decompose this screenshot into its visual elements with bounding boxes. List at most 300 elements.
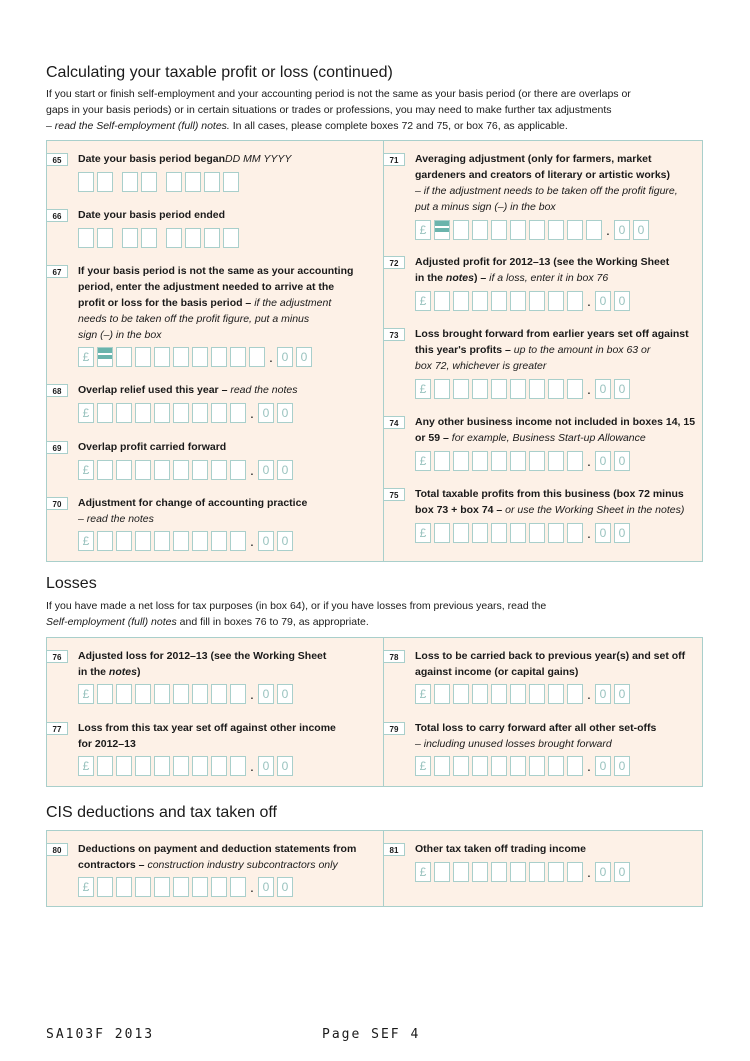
label-text: If your basis period is not the same as your accounting xyxy=(78,265,354,277)
digit-cell[interactable] xyxy=(548,451,564,471)
digit-cell[interactable] xyxy=(472,220,488,240)
decimal-point: · xyxy=(249,408,255,424)
digit-cell[interactable] xyxy=(192,756,208,776)
digit-cell[interactable] xyxy=(230,877,246,897)
box-label xyxy=(415,151,711,215)
label-text: needs to be taken off the profit figure, put a minus xyxy=(78,313,310,325)
date-digit-cell[interactable] xyxy=(204,172,220,192)
box-number: 67 xyxy=(46,265,68,278)
label-text: period, enter the adjustment needed to arrive at the xyxy=(78,281,335,293)
amount-field[interactable] xyxy=(78,756,296,776)
digit-cell[interactable] xyxy=(567,756,583,776)
amount-field[interactable] xyxy=(78,531,296,551)
pence-cell[interactable]: 0 xyxy=(614,523,630,543)
decimal-point: · xyxy=(586,456,592,472)
digit-cell[interactable] xyxy=(154,460,170,480)
label-text: Loss to be carried back to previous year(s) and set off xyxy=(415,650,686,662)
decimal-point: · xyxy=(249,761,255,777)
digit-cell[interactable] xyxy=(154,684,170,704)
date-digit-cell[interactable] xyxy=(223,172,239,192)
digit-cell[interactable] xyxy=(173,347,189,367)
digit-cell[interactable] xyxy=(116,347,132,367)
digit-cell[interactable] xyxy=(135,756,151,776)
digit-cell[interactable] xyxy=(567,523,583,543)
date-digit-cell[interactable] xyxy=(122,228,138,248)
digit-cell[interactable] xyxy=(97,684,113,704)
intro-line: In all cases, please complete boxes 72 and 75, or box 76, as applicable. xyxy=(229,120,568,132)
label-text: Total loss to carry forward after all other set-offs xyxy=(415,722,657,734)
digit-cell[interactable] xyxy=(173,531,189,551)
box-number: 66 xyxy=(46,209,68,222)
pence-cell[interactable]: 0 xyxy=(277,531,293,551)
digit-cell[interactable] xyxy=(548,523,564,543)
box-number: 78 xyxy=(383,650,405,663)
digit-cell[interactable] xyxy=(97,531,113,551)
digit-cell[interactable] xyxy=(548,684,564,704)
digit-cell[interactable] xyxy=(434,451,450,471)
date-digit-cell[interactable] xyxy=(141,172,157,192)
amount-field[interactable] xyxy=(415,756,633,776)
section-title-cis: CIS deductions and tax taken off xyxy=(46,804,277,821)
digit-cell[interactable] xyxy=(211,531,227,551)
label-text: contractors – xyxy=(78,859,145,871)
digit-cell[interactable] xyxy=(154,531,170,551)
digit-cell[interactable] xyxy=(230,756,246,776)
currency-cell: £ xyxy=(415,684,431,704)
digit-cell[interactable] xyxy=(173,756,189,776)
pence-cell[interactable]: 0 xyxy=(258,756,274,776)
date-digit-cell[interactable] xyxy=(97,172,113,192)
digit-cell[interactable] xyxy=(529,379,545,399)
digit-cell[interactable] xyxy=(472,862,488,882)
label-text: this year's profits – xyxy=(415,344,511,356)
digit-cell[interactable] xyxy=(230,403,246,423)
digit-cell[interactable] xyxy=(548,291,564,311)
digit-cell[interactable] xyxy=(97,403,113,423)
pence-cell[interactable]: 0 xyxy=(614,862,630,882)
digit-cell[interactable] xyxy=(472,756,488,776)
digit-cell[interactable] xyxy=(154,347,170,367)
digit-cell[interactable] xyxy=(491,291,507,311)
pence-cell[interactable]: 0 xyxy=(296,347,312,367)
currency-cell: £ xyxy=(78,877,94,897)
amount-field[interactable] xyxy=(415,523,633,543)
label-text: against income (or capital gains) xyxy=(415,666,579,678)
label-text: Any other business income not included in boxes 14, 15 xyxy=(415,416,696,428)
digit-cell[interactable] xyxy=(135,460,151,480)
digit-cell[interactable] xyxy=(453,291,469,311)
amount-field[interactable] xyxy=(78,877,296,897)
digit-cell[interactable] xyxy=(211,403,227,423)
label-text: Total taxable profits from this business (box 72 minus xyxy=(415,488,684,500)
label-text: read the notes xyxy=(227,384,298,396)
label-text: Loss brought forward from earlier years set off against xyxy=(415,328,689,340)
section-title-losses: Losses xyxy=(46,575,97,592)
pence-cell[interactable]: 0 xyxy=(277,403,293,423)
section-title-taxable-profit: Calculating your taxable profit or loss (continued) xyxy=(46,64,393,81)
digit-cell[interactable] xyxy=(586,220,602,240)
box-number: 81 xyxy=(383,843,405,856)
amount-field[interactable] xyxy=(78,347,315,367)
label-text: – if the adjustment needs to be taken off the profit figure, xyxy=(415,185,678,197)
digit-cell[interactable] xyxy=(116,877,132,897)
digit-cell[interactable] xyxy=(510,684,526,704)
digit-cell[interactable] xyxy=(491,451,507,471)
label-text: Overlap profit carried forward xyxy=(78,441,227,453)
box-number: 75 xyxy=(383,488,405,501)
digit-cell[interactable] xyxy=(472,523,488,543)
label-text: Deductions on payment and deduction statements from xyxy=(78,843,357,855)
digit-cell[interactable] xyxy=(510,220,526,240)
date-digit-cell[interactable] xyxy=(185,172,201,192)
digit-cell[interactable] xyxy=(434,756,450,776)
box-number: 68 xyxy=(46,384,68,397)
pence-cell[interactable]: 0 xyxy=(614,451,630,471)
pence-cell[interactable]: 0 xyxy=(595,523,611,543)
pence-cell[interactable]: 0 xyxy=(277,756,293,776)
digit-cell[interactable] xyxy=(230,347,246,367)
digit-cell[interactable] xyxy=(434,684,450,704)
box-label xyxy=(415,486,711,518)
pence-cell[interactable]: 0 xyxy=(595,379,611,399)
digit-cell[interactable] xyxy=(249,347,265,367)
digit-cell[interactable] xyxy=(192,877,208,897)
currency-cell: £ xyxy=(78,531,94,551)
digit-cell[interactable] xyxy=(434,523,450,543)
box-label xyxy=(78,495,374,527)
pence-cell[interactable]: 0 xyxy=(595,756,611,776)
amount-field[interactable] xyxy=(415,451,633,471)
intro-line: and fill in boxes 76 to 79, as appropriate. xyxy=(176,616,369,628)
digit-cell[interactable] xyxy=(529,451,545,471)
digit-cell[interactable] xyxy=(548,862,564,882)
label-text: profit or loss for the basis period – xyxy=(78,297,252,309)
decimal-point: · xyxy=(249,465,255,481)
currency-cell: £ xyxy=(78,347,94,367)
digit-cell[interactable] xyxy=(135,531,151,551)
pence-cell[interactable]: 0 xyxy=(595,451,611,471)
digit-cell[interactable] xyxy=(211,347,227,367)
digit-cell[interactable] xyxy=(173,403,189,423)
digit-cell[interactable] xyxy=(472,379,488,399)
digit-cell[interactable] xyxy=(192,403,208,423)
digit-cell[interactable] xyxy=(567,291,583,311)
label-text: notes xyxy=(108,666,137,678)
digit-cell[interactable] xyxy=(173,877,189,897)
box-number: 79 xyxy=(383,722,405,735)
digit-cell[interactable] xyxy=(491,756,507,776)
digit-cell[interactable] xyxy=(453,684,469,704)
label-text: notes xyxy=(445,272,474,284)
label-text: Loss from this tax year set off against other income xyxy=(78,722,336,734)
date-digit-cell[interactable] xyxy=(97,228,113,248)
amount-field[interactable] xyxy=(415,220,652,240)
label-text: – including unused losses brought forward xyxy=(415,738,612,750)
digit-cell[interactable] xyxy=(548,756,564,776)
date-digit-cell[interactable] xyxy=(166,172,182,192)
digit-cell[interactable] xyxy=(211,877,227,897)
box-label xyxy=(415,720,711,752)
digit-cell[interactable] xyxy=(491,523,507,543)
pence-cell[interactable]: 0 xyxy=(614,291,630,311)
digit-cell[interactable] xyxy=(510,379,526,399)
date-digit-cell[interactable] xyxy=(185,228,201,248)
pence-cell[interactable]: 0 xyxy=(595,291,611,311)
digit-cell[interactable] xyxy=(97,877,113,897)
pence-cell[interactable]: 0 xyxy=(258,684,274,704)
page-number: Page SEF 4 xyxy=(322,1027,421,1042)
decimal-point: · xyxy=(586,384,592,400)
digit-cell[interactable] xyxy=(472,291,488,311)
currency-cell: £ xyxy=(415,756,431,776)
minus-sign-cell[interactable] xyxy=(97,347,113,367)
label-text: – read the notes xyxy=(78,513,154,525)
form-id: SA103F 2013 xyxy=(46,1027,155,1042)
label-text: box 72, whichever is greater xyxy=(415,360,547,372)
digit-cell[interactable] xyxy=(116,531,132,551)
digit-cell[interactable] xyxy=(173,684,189,704)
digit-cell[interactable] xyxy=(192,531,208,551)
date-digit-cell[interactable] xyxy=(223,228,239,248)
decimal-point: · xyxy=(268,352,274,368)
digit-cell[interactable] xyxy=(453,756,469,776)
digit-cell[interactable] xyxy=(529,684,545,704)
digit-cell[interactable] xyxy=(135,403,151,423)
pence-cell[interactable]: 0 xyxy=(614,756,630,776)
label-text: in the xyxy=(78,666,109,678)
label-text: for example, Business Start-up Allowance xyxy=(448,432,646,444)
digit-cell[interactable] xyxy=(116,403,132,423)
amount-field[interactable] xyxy=(415,379,633,399)
box-number: 65 xyxy=(46,153,68,166)
digit-cell[interactable] xyxy=(529,862,545,882)
digit-cell[interactable] xyxy=(173,460,189,480)
digit-cell[interactable] xyxy=(97,756,113,776)
digit-cell[interactable] xyxy=(567,862,583,882)
label-text: or use the Working Sheet in the notes) xyxy=(502,504,685,516)
currency-cell: £ xyxy=(78,684,94,704)
label-text: or 59 – xyxy=(415,432,449,444)
currency-cell: £ xyxy=(415,379,431,399)
label-text: for 2012–13 xyxy=(78,738,136,750)
digit-cell[interactable] xyxy=(230,460,246,480)
digit-cell[interactable] xyxy=(135,684,151,704)
digit-cell[interactable] xyxy=(567,451,583,471)
pence-cell[interactable]: 0 xyxy=(595,862,611,882)
digit-cell[interactable] xyxy=(529,523,545,543)
digit-cell[interactable] xyxy=(472,451,488,471)
decimal-point: · xyxy=(249,882,255,898)
decimal-point: · xyxy=(249,689,255,705)
digit-cell[interactable] xyxy=(116,684,132,704)
date-digit-cell[interactable] xyxy=(78,172,94,192)
box-label xyxy=(78,841,374,873)
digit-cell[interactable] xyxy=(529,756,545,776)
pence-cell[interactable]: 0 xyxy=(614,379,630,399)
digit-cell[interactable] xyxy=(472,684,488,704)
decimal-point: · xyxy=(249,536,255,552)
digit-cell[interactable] xyxy=(453,451,469,471)
currency-cell: £ xyxy=(78,756,94,776)
label-text: ) xyxy=(136,666,141,678)
pence-cell[interactable]: 0 xyxy=(277,877,293,897)
digit-cell[interactable] xyxy=(230,531,246,551)
digit-cell[interactable] xyxy=(154,877,170,897)
pence-cell[interactable]: 0 xyxy=(258,531,274,551)
date-digit-cell[interactable] xyxy=(122,172,138,192)
digit-cell[interactable] xyxy=(453,523,469,543)
box-label xyxy=(415,254,711,286)
currency-cell: £ xyxy=(415,291,431,311)
label-text: sign (–) in the box xyxy=(78,329,162,341)
date-digit-cell[interactable] xyxy=(141,228,157,248)
box-label xyxy=(78,382,374,398)
amount-field[interactable] xyxy=(78,460,296,480)
digit-cell[interactable] xyxy=(116,756,132,776)
box-label xyxy=(78,720,374,752)
digit-cell[interactable] xyxy=(211,756,227,776)
digit-cell[interactable] xyxy=(116,460,132,480)
digit-cell[interactable] xyxy=(97,460,113,480)
digit-cell[interactable] xyxy=(567,220,583,240)
decimal-point: · xyxy=(605,225,611,241)
pence-cell[interactable]: 0 xyxy=(614,220,630,240)
label-text: gardeners and creators of literary or artistic works) xyxy=(415,169,671,181)
digit-cell[interactable] xyxy=(434,862,450,882)
box-label xyxy=(78,648,374,680)
label-text: Date your basis period ended xyxy=(78,209,226,221)
intro-line: Self-employment (full) notes xyxy=(46,616,177,628)
label-text: Adjusted loss for 2012–13 (see the Working Sheet xyxy=(78,650,327,662)
digit-cell[interactable] xyxy=(434,379,450,399)
decimal-point: · xyxy=(586,296,592,312)
box-label xyxy=(78,207,374,223)
digit-cell[interactable] xyxy=(510,291,526,311)
currency-cell: £ xyxy=(415,862,431,882)
digit-cell[interactable] xyxy=(510,756,526,776)
digit-cell[interactable] xyxy=(434,291,450,311)
decimal-point: · xyxy=(586,761,592,777)
digit-cell[interactable] xyxy=(510,862,526,882)
box-label xyxy=(415,414,711,446)
label-text: Other tax taken off trading income xyxy=(415,843,586,855)
digit-cell[interactable] xyxy=(567,379,583,399)
box-number: 70 xyxy=(46,497,68,510)
section-intro xyxy=(46,86,706,134)
date-digit-cell[interactable] xyxy=(166,228,182,248)
digit-cell[interactable] xyxy=(453,862,469,882)
label-text: DD MM YYYY xyxy=(225,153,292,165)
digit-cell[interactable] xyxy=(567,684,583,704)
currency-cell: £ xyxy=(415,220,431,240)
intro-line: – read the Self-employment (full) notes. xyxy=(46,120,230,132)
minus-sign-cell[interactable] xyxy=(434,220,450,240)
decimal-point: · xyxy=(586,689,592,705)
digit-cell[interactable] xyxy=(529,291,545,311)
label-text: Overlap relief used this year – xyxy=(78,384,228,396)
digit-cell[interactable] xyxy=(491,684,507,704)
label-text: box 73 + box 74 – xyxy=(415,504,503,516)
label-text: if the adjustment xyxy=(251,297,332,309)
label-text: Averaging adjustment (only for farmers, market xyxy=(415,153,652,165)
label-text: put a minus sign (–) in the box xyxy=(415,201,556,213)
box-number: 69 xyxy=(46,441,68,454)
date-field[interactable] xyxy=(78,228,242,248)
label-text: up to the amount in box 63 or xyxy=(510,344,651,356)
losses-intro xyxy=(46,598,706,630)
decimal-point: · xyxy=(586,867,592,883)
pence-cell[interactable]: 0 xyxy=(277,347,293,367)
box-label xyxy=(78,151,374,167)
box-label xyxy=(78,439,374,455)
box-number: 74 xyxy=(383,416,405,429)
currency-cell: £ xyxy=(78,460,94,480)
pence-cell[interactable]: 0 xyxy=(277,684,293,704)
digit-cell[interactable] xyxy=(192,460,208,480)
date-field[interactable] xyxy=(78,172,242,192)
amount-field[interactable] xyxy=(78,403,296,423)
digit-cell[interactable] xyxy=(510,451,526,471)
digit-cell[interactable] xyxy=(192,684,208,704)
currency-cell: £ xyxy=(78,403,94,423)
amount-field[interactable] xyxy=(415,684,633,704)
digit-cell[interactable] xyxy=(491,862,507,882)
date-digit-cell[interactable] xyxy=(78,228,94,248)
digit-cell[interactable] xyxy=(230,684,246,704)
currency-cell: £ xyxy=(415,451,431,471)
amount-field[interactable] xyxy=(415,291,633,311)
digit-cell[interactable] xyxy=(154,756,170,776)
digit-cell[interactable] xyxy=(135,347,151,367)
pence-cell[interactable]: 0 xyxy=(633,220,649,240)
digit-cell[interactable] xyxy=(529,220,545,240)
currency-cell: £ xyxy=(415,523,431,543)
label-text: construction industry subcontractors only xyxy=(144,859,338,871)
digit-cell[interactable] xyxy=(491,379,507,399)
box-number: 73 xyxy=(383,328,405,341)
label-text: Adjustment for change of accounting practice xyxy=(78,497,308,509)
label-text: Date your basis period began xyxy=(78,153,226,165)
pence-cell[interactable]: 0 xyxy=(258,403,274,423)
digit-cell[interactable] xyxy=(192,347,208,367)
digit-cell[interactable] xyxy=(548,220,564,240)
box-label xyxy=(415,648,711,680)
digit-cell[interactable] xyxy=(211,684,227,704)
date-digit-cell[interactable] xyxy=(204,228,220,248)
digit-cell[interactable] xyxy=(154,403,170,423)
box-number: 71 xyxy=(383,153,405,166)
amount-field[interactable] xyxy=(415,862,633,882)
label-text: ) – xyxy=(473,272,487,284)
pence-cell[interactable]: 0 xyxy=(258,877,274,897)
digit-cell[interactable] xyxy=(491,220,507,240)
pence-cell[interactable]: 0 xyxy=(595,684,611,704)
box-number: 77 xyxy=(46,722,68,735)
label-text: in the xyxy=(415,272,446,284)
digit-cell[interactable] xyxy=(510,523,526,543)
digit-cell[interactable] xyxy=(548,379,564,399)
amount-field[interactable] xyxy=(78,684,296,704)
digit-cell[interactable] xyxy=(453,220,469,240)
pence-cell[interactable]: 0 xyxy=(614,684,630,704)
pence-cell[interactable]: 0 xyxy=(277,460,293,480)
digit-cell[interactable] xyxy=(211,460,227,480)
box-number: 72 xyxy=(383,256,405,269)
digit-cell[interactable] xyxy=(453,379,469,399)
digit-cell[interactable] xyxy=(135,877,151,897)
pence-cell[interactable]: 0 xyxy=(258,460,274,480)
box-number: 76 xyxy=(46,650,68,663)
